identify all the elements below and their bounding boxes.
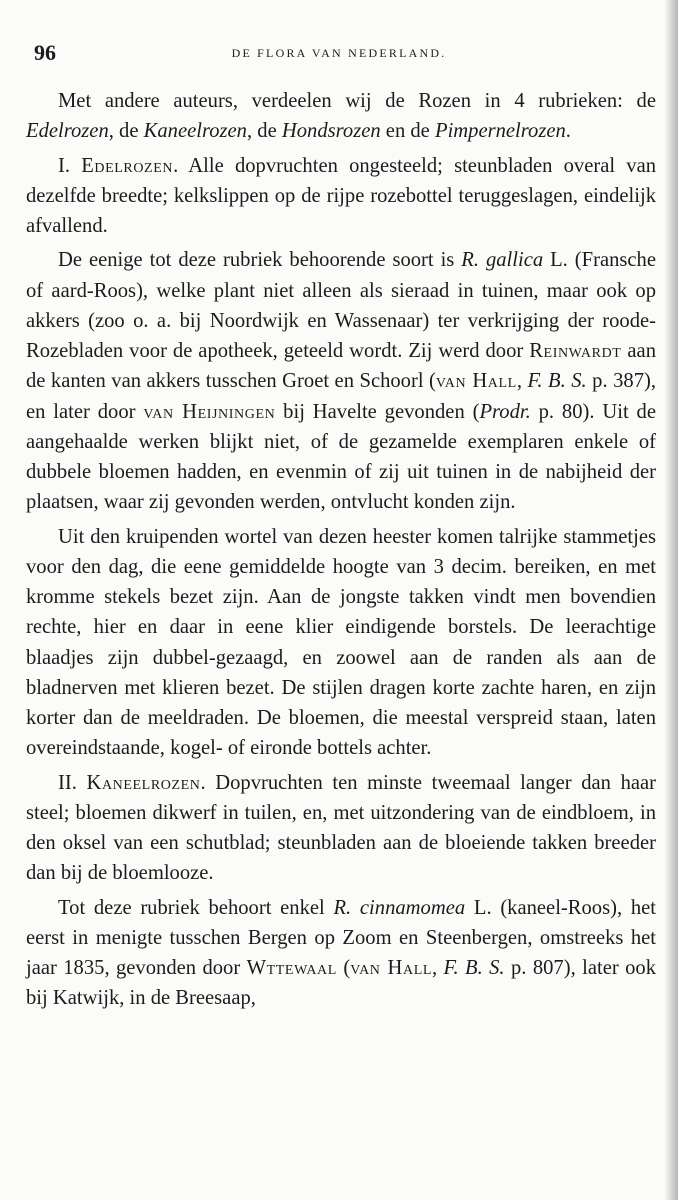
text-run: bij Havelte gevonden ( xyxy=(275,400,480,423)
text-run: p. 387), en later door xyxy=(26,370,657,423)
text-run: . Dopvruchten ten minste tweemaal langer dan haar steel; bloemen dikwerf in tuilen, en, met uitzondering van de eindbloem, in den oksel van een schutblad; steunbladen aan de bloeiende takken breeder dan bij de bloemlooze. xyxy=(26,771,657,885)
text-run: , xyxy=(432,957,444,979)
italic-text: Prodr. xyxy=(479,400,531,423)
italic-text: R. gallica xyxy=(461,249,544,272)
italic-text: Pimpernelrozen xyxy=(434,120,566,143)
text-run: , de xyxy=(108,120,144,143)
italic-text: Hondsrozen xyxy=(281,120,381,143)
text-run: De eenige tot deze rubriek behoorende soort is xyxy=(58,249,462,272)
text-run: . Alle dopvruchten ongesteeld; steunbladen overal van dezelfde breedte; kelkslippen op de rijpe rozebottel teruggeslagen, eindelijk afvallend. xyxy=(26,154,657,237)
paragraph xyxy=(26,151,656,242)
italic-text: F. B. S. xyxy=(443,957,505,979)
italic-text: F. B. S. xyxy=(527,370,587,393)
text-run: Met andere auteurs, verdeelen wij de Rozen in 4 rubrieken: de xyxy=(58,90,656,112)
page-number: 96 xyxy=(34,40,56,65)
small-caps-text: Reinwardt xyxy=(529,340,622,362)
text-run: L. (Fransche of aard-Roos), welke plant niet alleen als sieraad in tuinen, maar ook op akkers (zoo o. a. bij Noordwijk en Wassenaar) ter verkrijging der roode-Rozebladen voor de apotheek, geteeld wordt. Zij werd door xyxy=(26,249,656,362)
paragraph xyxy=(26,245,656,517)
paragraph xyxy=(26,86,656,147)
small-caps-text: van Hall xyxy=(435,370,517,393)
paragraph xyxy=(26,522,656,764)
running-title: DE FLORA VAN NEDERLAND. xyxy=(231,46,447,60)
text-run: p. 807), later ook bij Katwijk, in de Breesaap, xyxy=(26,957,656,1010)
text-run: en de xyxy=(380,120,435,143)
text-run: Uit den kruipenden wortel van dezen heester komen talrijke stammetjes voor den dag, die eene gemiddelde hoogte van 3 decim. bereiken, en met kromme stekels bezet zijn. Aan de jongste takken vindt men bovendien rechte, hier en daar in eene klier eindigende borstels. De leerachtige blaadjes zijn dubbel-gezaagd, en zoowel aan de randen als aan de bladnerven met klieren bezet. De stijlen dragen korte zachte haren, en zijn korter dan de meeldraden. De bloemen, die meestal verspreid staan, laten overeindstaande, kogel- of eironde bottels achter. xyxy=(26,525,656,760)
small-caps-text: Edelrozen xyxy=(81,154,174,177)
text-run: II. xyxy=(58,771,87,794)
text-run: I. xyxy=(58,154,82,177)
text-run: , de xyxy=(246,120,282,143)
text-run: L. (kaneel-Roos), het eerst in menigte tusschen Bergen op Zoom en Steenbergen, omstreeks het jaar 1835, gevonden door xyxy=(26,896,657,979)
italic-text: R. cinnamomea xyxy=(333,896,466,919)
text-run: , xyxy=(516,370,528,393)
text-run: Tot deze rubriek behoort enkel xyxy=(58,896,334,919)
italic-text: Kaneelrozen xyxy=(143,120,247,143)
italic-text: Edelrozen xyxy=(26,120,109,143)
paragraph xyxy=(26,768,656,889)
small-caps-text: Kaneelrozen xyxy=(86,771,201,794)
small-caps-text: van Heijningen xyxy=(143,400,276,423)
text-run: ( xyxy=(336,957,351,979)
paragraph xyxy=(26,893,656,1014)
text-run: . xyxy=(565,120,571,143)
page-edge-shadow xyxy=(664,0,678,1200)
running-head xyxy=(34,40,644,68)
small-caps-text: Wttewaal xyxy=(246,957,337,979)
body-text xyxy=(26,86,656,1014)
text-run: aan de kanten van akkers tusschen Groet en Schoorl ( xyxy=(26,340,656,393)
text-run: p. 80). Uit de aangehaalde werken blijkt niet, of de gezamelde exemplaren enkele of dubbele bloemen hadden, en evenmin of zij uit tuinen in de nabijheid der plaatsen, waar zij gevonden werden, ontvlucht konden zijn. xyxy=(26,400,656,514)
small-caps-text: van Hall xyxy=(350,957,432,979)
